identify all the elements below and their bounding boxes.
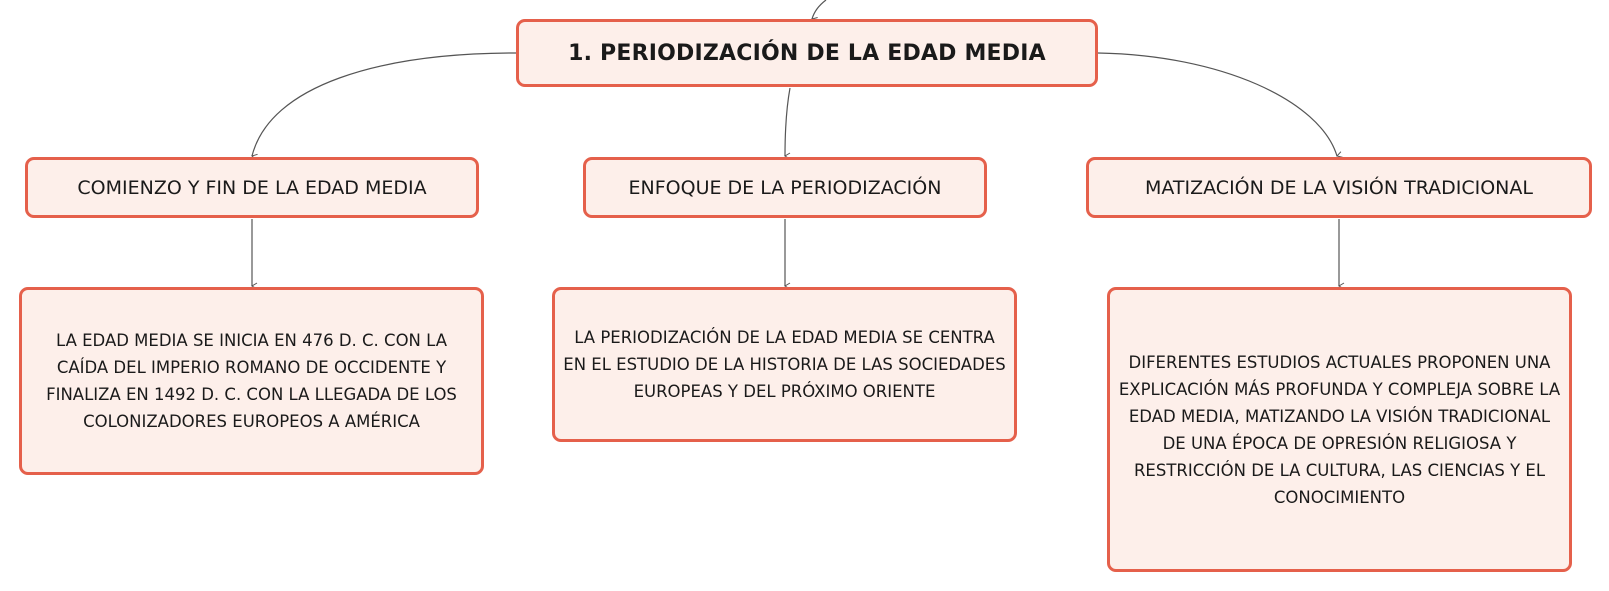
root-node-title: 1. PERIODIZACIÓN DE LA EDAD MEDIA bbox=[568, 40, 1046, 66]
incoming-connector bbox=[812, 0, 826, 19]
detail-node-text: LA PERIODIZACIÓN DE LA EDAD MEDIA SE CENTRA EN EL ESTUDIO DE LA HISTORIA DE LAS SOCIEDADES EUROPEAS Y DEL PRÓXIMO ORIENTE bbox=[563, 328, 1006, 401]
root-node[interactable] bbox=[516, 19, 1098, 87]
branch-node-title: MATIZACIÓN DE LA VISIÓN TRADICIONAL bbox=[1145, 176, 1533, 199]
connector-root-branch-1 bbox=[252, 53, 516, 156]
detail-node-enfoque[interactable] bbox=[552, 287, 1017, 442]
branch-node-comienzo-y-fin[interactable] bbox=[25, 157, 479, 218]
detail-node-text: LA EDAD MEDIA SE INICIA EN 476 D. C. CON LA CAÍDA DEL IMPERIO ROMANO DE OCCIDENTE Y FINALIZA EN 1492 D. C. CON LA LLEGADA DE LOS COLONIZADORES EUROPEOS A AMÉRICA bbox=[46, 331, 457, 431]
detail-node-matizacion[interactable] bbox=[1107, 287, 1572, 572]
branch-node-enfoque[interactable] bbox=[583, 157, 987, 218]
connector-root-branch-2 bbox=[785, 88, 790, 156]
branch-node-matizacion[interactable] bbox=[1086, 157, 1592, 218]
connector-root-branch-3 bbox=[1098, 53, 1337, 156]
branch-node-title: ENFOQUE DE LA PERIODIZACIÓN bbox=[628, 176, 942, 199]
detail-node-comienzo-y-fin[interactable] bbox=[19, 287, 484, 475]
branch-node-title: COMIENZO Y FIN DE LA EDAD MEDIA bbox=[77, 176, 427, 199]
detail-node-text: DIFERENTES ESTUDIOS ACTUALES PROPONEN UNA EXPLICACIÓN MÁS PROFUNDA Y COMPLEJA SOBRE LA EDAD MEDIA, MATIZANDO LA VISIÓN TRADICIONAL DE UNA ÉPOCA DE OPRESIÓN RELIGIOSA Y RESTRICCIÓN DE LA CULTURA, LAS CIENCIAS Y EL CONOCIMIENTO bbox=[1118, 352, 1561, 507]
